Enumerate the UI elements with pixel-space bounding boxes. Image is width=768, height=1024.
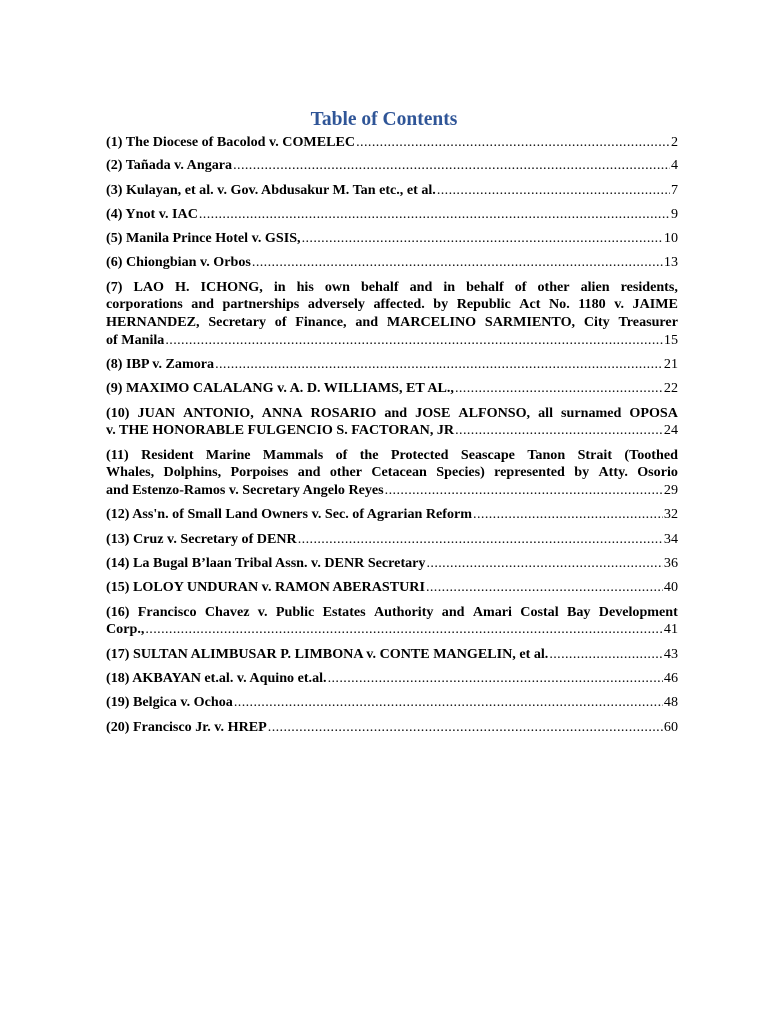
toc-list <box>106 134 678 743</box>
toc-entry-leader-line <box>106 157 678 175</box>
toc-title: Table of Contents <box>310 109 458 130</box>
toc-entry-page-number: 21 <box>663 356 678 373</box>
toc-entry-page-number: 36 <box>663 555 678 572</box>
toc-entry[interactable] <box>106 447 678 500</box>
toc-entry[interactable] <box>106 254 678 272</box>
toc-entry-title: (9) MAXIMO CALALANG v. A. D. WILLIAMS, ET AL., <box>106 380 454 397</box>
toc-entry-title: (12) Ass'n. of Small Land Owners v. Sec. of Agrarian Reform <box>106 506 473 523</box>
toc-entry-page-number: 9 <box>670 205 678 222</box>
toc-entry-page-number: 34 <box>663 530 678 547</box>
toc-entry[interactable] <box>106 405 678 440</box>
toc-entry-page-number: 60 <box>663 718 678 735</box>
toc-entry[interactable] <box>106 670 678 688</box>
toc-entry[interactable] <box>106 134 678 152</box>
toc-entry[interactable] <box>106 206 678 224</box>
dot-leader <box>426 579 663 597</box>
toc-entry-page-number: 40 <box>663 579 678 596</box>
toc-entry[interactable] <box>106 604 678 639</box>
toc-entry[interactable] <box>106 694 678 712</box>
toc-entry[interactable] <box>106 506 678 524</box>
dot-leader <box>298 531 663 549</box>
toc-entry[interactable] <box>106 555 678 573</box>
toc-entry-text-line: corporations and partnerships adversely affected. by Republic Act No. 1180 v. JAIME <box>106 296 678 313</box>
toc-entry-title: (13) Cruz v. Secretary of DENR <box>106 530 297 547</box>
toc-entry[interactable] <box>106 230 678 248</box>
toc-entry-title: of Manila <box>106 331 165 348</box>
toc-entry-page-number: 2 <box>670 134 678 150</box>
toc-entry-leader-line <box>106 670 678 688</box>
toc-entry-leader-line <box>106 182 678 200</box>
toc-entry-page-number: 46 <box>663 669 678 686</box>
toc-entry-leader-line <box>106 482 678 500</box>
toc-entry-leader-line <box>106 694 678 712</box>
toc-entry-page-number: 48 <box>663 694 678 711</box>
toc-entry-page-number: 24 <box>663 422 678 439</box>
toc-entry-title: (19) Belgica v. Ochoa <box>106 694 233 711</box>
toc-entry-text-line: (10) JUAN ANTONIO, ANNA ROSARIO and JOSE ALFONSO, all surnamed OPOSA <box>106 404 678 421</box>
toc-entry[interactable] <box>106 279 678 350</box>
toc-entry-title: (3) Kulayan, et al. v. Gov. Abdusakur M. Tan etc., et al. <box>106 181 436 198</box>
toc-entry[interactable] <box>106 531 678 549</box>
toc-entry-page-number: 41 <box>663 621 678 638</box>
dot-leader <box>215 356 663 374</box>
dot-leader <box>473 506 663 524</box>
toc-entry-leader-line <box>106 254 678 272</box>
toc-entry-page-number: 32 <box>663 506 678 523</box>
toc-entry[interactable] <box>106 579 678 597</box>
toc-entry-title: (20) Francisco Jr. v. HREP <box>106 718 267 735</box>
toc-entry-title: (1) The Diocese of Bacolod v. COMELEC <box>106 134 356 150</box>
toc-entry-title: and Estenzo-Ramos v. Secretary Angelo Reyes <box>106 482 384 499</box>
toc-entry-page-number: 13 <box>663 254 678 271</box>
dot-leader <box>328 670 663 688</box>
toc-entry-title: v. THE HONORABLE FULGENCIO S. FACTORAN, JR <box>106 422 455 439</box>
toc-entry-leader-line <box>106 506 678 524</box>
toc-entry-title: (6) Chiongbian v. Orbos <box>106 254 251 271</box>
toc-entry-title: (8) IBP v. Zamora <box>106 356 215 373</box>
toc-entry-text-line: (16) Francisco Chavez v. Public Estates Authority and Amari Costal Bay Development <box>106 603 678 620</box>
dot-leader <box>455 422 663 440</box>
toc-entry[interactable] <box>106 646 678 664</box>
dot-leader <box>437 182 670 200</box>
toc-entry-page-number: 10 <box>663 230 678 247</box>
dot-leader <box>252 254 663 272</box>
toc-entry[interactable] <box>106 157 678 175</box>
toc-entry-leader-line <box>106 531 678 549</box>
dot-leader <box>268 719 663 737</box>
toc-entry-leader-line <box>106 332 678 350</box>
toc-entry-leader-line <box>106 555 678 573</box>
toc-entry[interactable] <box>106 719 678 737</box>
toc-entry-leader-line <box>106 579 678 597</box>
toc-entry-page-number: 43 <box>663 645 678 662</box>
toc-entry-text-line: (11) Resident Marine Mammals of the Protected Seascape Tanon Strait (Toothed <box>106 446 678 463</box>
dot-leader <box>455 380 663 398</box>
toc-entry-leader-line <box>106 422 678 440</box>
toc-entry[interactable] <box>106 182 678 200</box>
toc-entry-leader-line <box>106 380 678 398</box>
dot-leader <box>385 482 663 500</box>
toc-entry-text-line: HERNANDEZ, Secretary of Finance, and MARCELINO SARMIENTO, City Treasurer <box>106 314 678 331</box>
toc-entry-title: (5) Manila Prince Hotel v. GSIS, <box>106 230 301 247</box>
toc-entry-title: (2) Tañada v. Angara <box>106 157 233 174</box>
dot-leader <box>549 646 663 664</box>
dot-leader <box>426 555 662 573</box>
toc-entry-page-number: 22 <box>663 380 678 397</box>
toc-entry-title: (14) La Bugal B’laan Tribal Assn. v. DENR Secretary <box>106 555 426 572</box>
toc-entry-text-line: Whales, Dolphins, Porpoises and other Cetacean Species) represented by Atty. Osorio <box>106 464 678 481</box>
dot-leader <box>165 332 663 350</box>
toc-entry-title: (15) LOLOY UNDURAN v. RAMON ABERASTURI <box>106 579 425 596</box>
dot-leader <box>302 230 663 248</box>
dot-leader <box>234 694 663 712</box>
toc-entry-text-line: (7) LAO H. ICHONG, in his own behalf and in behalf of other alien residents, <box>106 278 678 295</box>
toc-entry-leader-line <box>106 621 678 639</box>
dot-leader <box>199 206 670 224</box>
dot-leader <box>145 621 663 639</box>
toc-entry[interactable] <box>106 380 678 398</box>
toc-entry-page-number: 29 <box>663 482 678 499</box>
toc-entry-page-number: 7 <box>670 181 678 198</box>
toc-entry-leader-line <box>106 646 678 664</box>
toc-entry-leader-line <box>106 206 678 224</box>
toc-entry-page-number: 4 <box>670 157 678 174</box>
toc-entry-leader-line <box>106 719 678 737</box>
toc-entry-page-number: 15 <box>663 331 678 348</box>
dot-leader <box>356 134 670 152</box>
toc-entry-leader-line <box>106 230 678 248</box>
toc-entry-leader-line <box>106 134 678 152</box>
toc-entry[interactable] <box>106 356 678 374</box>
toc-entry-title: (17) SULTAN ALIMBUSAR P. LIMBONA v. CONTE MANGELIN, et al. <box>106 645 549 662</box>
toc-entry-title: Corp., <box>106 621 145 638</box>
dot-leader <box>233 157 670 175</box>
toc-entry-leader-line <box>106 356 678 374</box>
toc-entry-title: (4) Ynot v. IAC <box>106 205 198 222</box>
toc-entry-title: (18) AKBAYAN et.al. v. Aquino et.al. <box>106 669 327 686</box>
